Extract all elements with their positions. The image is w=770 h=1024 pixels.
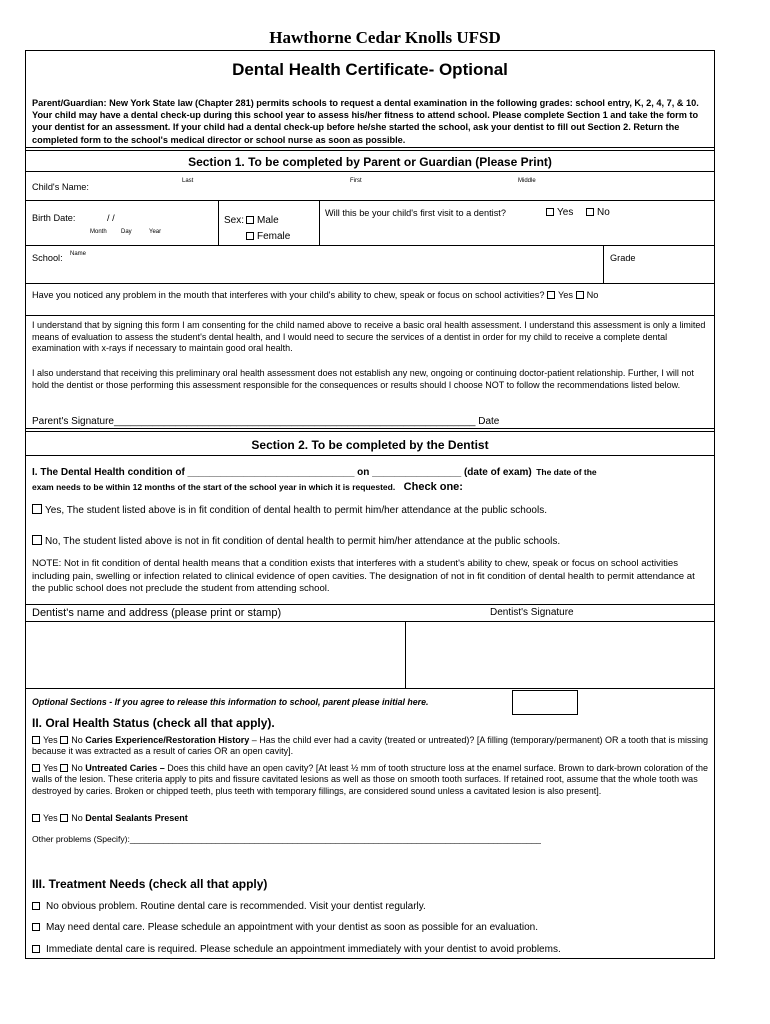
- sex-female-option[interactable]: [246, 231, 290, 242]
- form-title: Dental Health Certificate- Optional: [232, 60, 508, 79]
- section1-heading: Section 1. To be completed by Parent or Guardian (Please Print): [188, 155, 552, 169]
- sealants-yes[interactable]: [32, 813, 58, 823]
- untreated-no[interactable]: [60, 763, 83, 773]
- checkbox-icon: [547, 291, 555, 299]
- sex-male-label: Male: [257, 215, 279, 226]
- dentist-name-address-field[interactable]: [27, 623, 403, 686]
- oral-health-heading: II. Oral Health Status (check all that apply).: [32, 716, 275, 730]
- checkbox-icon: [586, 208, 594, 216]
- child-name-label: Child's Name:: [32, 182, 89, 192]
- checkbox-icon: [60, 736, 68, 744]
- yes-label: Yes: [557, 207, 574, 218]
- treatment-option-may-need[interactable]: [32, 922, 538, 933]
- grade-label: Grade: [610, 253, 636, 263]
- other-problems-field[interactable]: Other problems (Specify):______________________________________________________________________________________: [32, 834, 541, 844]
- divider: [319, 200, 320, 245]
- divider: [405, 621, 406, 688]
- treatment-option-routine[interactable]: [32, 901, 426, 912]
- treatment-needs-heading: III. Treatment Needs (check all that apply): [32, 877, 268, 891]
- divider: [25, 147, 715, 148]
- name-middle-hint: Middle: [518, 178, 536, 184]
- birth-date-field[interactable]: [85, 205, 215, 241]
- checkbox-icon: [32, 923, 40, 931]
- divider: [25, 150, 715, 151]
- birth-day-hint: Day: [121, 229, 132, 235]
- divider: [218, 200, 219, 245]
- dental-condition-text: I. The Dental Health condition of ______________________________ on ________________ (date of exam): [32, 467, 532, 478]
- caries-description: – Has the child ever had a cavity (treated or untreated)? [A filling (temporary/permanent) OR a tooth that is missing because it was extracted as a result of caries OR an open cavity].: [32, 735, 709, 757]
- birth-date-label: Birth Date:: [32, 213, 76, 223]
- school-label: School:: [32, 253, 63, 263]
- yes-label: Yes: [43, 813, 58, 823]
- divider: [25, 688, 715, 689]
- yes-label: Yes: [558, 290, 573, 300]
- checkbox-icon: [32, 535, 42, 545]
- divider: [25, 455, 715, 456]
- child-name-field[interactable]: [100, 172, 710, 198]
- birth-date-slashes: / /: [107, 213, 115, 223]
- no-label: No: [597, 207, 610, 218]
- checkbox-icon: [246, 216, 254, 224]
- sex-female-label: Female: [257, 231, 291, 242]
- checkbox-icon: [246, 232, 254, 240]
- no-label: No: [586, 290, 599, 300]
- checkbox-icon: [32, 814, 40, 822]
- checkbox-icon: [32, 504, 42, 514]
- not-fit-condition-option[interactable]: [32, 535, 560, 547]
- caries-history-item: [32, 735, 710, 758]
- parent-initial-box[interactable]: [512, 690, 578, 715]
- checkbox-icon: [32, 945, 40, 953]
- sex-male-option[interactable]: [246, 215, 279, 226]
- treatment-routine-label: No obvious problem. Routine dental care is recommended. Visit your dentist regularly.: [46, 901, 426, 912]
- school-name-hint: Name: [70, 251, 87, 257]
- district-name: Hawthorne Cedar Knolls UFSD: [269, 28, 501, 47]
- parent-signature-line[interactable]: Parent's Signature_________________________________________________________________ Date: [32, 416, 500, 427]
- divider: [25, 200, 715, 201]
- first-visit-yes[interactable]: [546, 207, 573, 218]
- exam-window-line: [32, 477, 463, 495]
- check-one-label: Check one:: [403, 481, 463, 493]
- not-fit-condition-label: No, The student listed above is not in fit condition of dental health to permit him/her attendance at the public schools.: [45, 536, 561, 547]
- dentist-name-label: Dentist's name and address (please print or stamp): [32, 607, 282, 619]
- exam-window-text: exam needs to be within 12 months of the start of the school year in which it is requested.: [32, 482, 396, 492]
- divider: [25, 604, 715, 605]
- name-last-hint: Last: [182, 178, 194, 184]
- birth-month-hint: Month: [90, 229, 107, 235]
- sex-label: Sex:: [224, 215, 245, 226]
- yes-label: Yes: [43, 735, 58, 745]
- mouth-problem-yes[interactable]: [547, 290, 573, 300]
- birth-year-hint: Year: [149, 229, 162, 235]
- divider: [25, 315, 715, 316]
- mouth-problem-no[interactable]: [576, 290, 599, 300]
- divider: [25, 431, 715, 432]
- untreated-description: Does this child have an open cavity? [At least ½ mm of tooth structure loss at the enamel surface. Brown to dark-brown coloration of the walls of the lesion. These criteria apply to pits and fissure cavitated lesions as well as those on smooth tooth surfaces. If retained root, assume that the whole tooth was destroyed by caries. Broken or chipped teeth, plus teeth with temporary fillings, are considered sound unless a cavitated lesion is also present].: [32, 763, 709, 796]
- optional-release-text: Optional Sections - If you agree to release this information to school, parent please initial here.: [32, 697, 429, 707]
- dental-condition-note: The date of the: [536, 467, 597, 477]
- untreated-title: Untreated Caries –: [85, 763, 165, 773]
- grade-field[interactable]: [650, 247, 710, 281]
- divider: [25, 245, 715, 246]
- checkbox-icon: [576, 291, 584, 299]
- divider: [25, 621, 715, 622]
- divider: [25, 428, 715, 429]
- treatment-may-need-label: May need dental care. Please schedule an appointment with your dentist as soon as possible for an evaluation.: [46, 922, 538, 933]
- sealants-item: [32, 813, 710, 824]
- first-visit-question: Will this be your child's first visit to a dentist?: [325, 208, 506, 218]
- checkbox-icon: [32, 764, 40, 772]
- checkbox-icon: [60, 814, 68, 822]
- checkbox-icon: [32, 902, 40, 910]
- treatment-option-immediate[interactable]: [32, 944, 561, 955]
- consent-paragraph: I understand that by signing this form I am consenting for the child named above to receive a basic oral health assessment. I understand this assessment is only a limited means of evaluation to assess the student's dental health, and I would need to secure the services of a dentist in order for my child to receive a complete dental examination with x-rays if necessary to maintain good oral health.: [32, 320, 706, 354]
- dentist-signature-label: Dentist's Signature: [490, 607, 574, 618]
- intro-paragraph: Parent/Guardian: New York State law (Chapter 281) permits schools to request a dental examination in the following grades: school entry, K, 2, 4, 7, & 10. Your child may have a dental check-up during this school year to assess his/her fitness to attend school. Please complete Section 1 and take the form to your dentist for an assessment. If your child had a dental check-up before he/she started the school, ask your dentist to fill out Section 2. Return the completed form to the school's medical director or school nurse as soon as possible.: [32, 98, 699, 145]
- yes-label: Yes: [43, 763, 58, 773]
- checkbox-icon: [546, 208, 554, 216]
- treatment-immediate-label: Immediate dental care is required. Please schedule an appointment immediately with your dentist to avoid problems.: [46, 944, 561, 955]
- divider: [603, 245, 604, 283]
- dentist-signature-field[interactable]: [408, 623, 713, 686]
- caries-no[interactable]: [60, 735, 83, 745]
- caries-yes[interactable]: [32, 735, 58, 745]
- no-label: No: [71, 735, 83, 745]
- mouth-problem-question: Have you noticed any problem in the mouth that interferes with your child's ability to chew, speak or focus on school activities?: [32, 290, 545, 300]
- divider: [25, 283, 715, 284]
- fitness-note: NOTE: Not in fit condition of dental health means that a condition exists that interferes with a student's ability to chew, speak or focus on school activities including pain, swelling or infection related to clinical evidence of open cavities. The designation of not in fit condition of dental health to permit attendance at the public school does not preclude the student from attending school.: [32, 558, 695, 595]
- untreated-yes[interactable]: [32, 763, 58, 773]
- sealants-no[interactable]: [60, 813, 83, 823]
- section2-heading: Section 2. To be completed by the Dentist: [251, 438, 489, 452]
- no-label: No: [71, 813, 83, 823]
- consent-paragraph: I also understand that receiving this preliminary oral health assessment does not establish any new, ongoing or continuing doctor-patient relationship. Further, I will not hold the dentist or those performing this assessment responsible for the consequences or results should I choose NOT to follow the recommendations listed below.: [32, 368, 694, 390]
- name-first-hint: First: [350, 178, 362, 184]
- checkbox-icon: [60, 764, 68, 772]
- fit-condition-label: Yes, The student listed above is in fit condition of dental health to permit him/her attendance at the public schools.: [45, 505, 547, 516]
- checkbox-icon: [32, 736, 40, 744]
- caries-title: Caries Experience/Restoration History: [85, 735, 250, 745]
- untreated-caries-item: [32, 763, 710, 797]
- no-label: No: [71, 763, 83, 773]
- first-visit-no[interactable]: [586, 207, 610, 218]
- sealants-title: Dental Sealants Present: [85, 813, 188, 823]
- mouth-problem-row: [32, 290, 712, 300]
- fit-condition-option[interactable]: [32, 504, 547, 516]
- school-name-field[interactable]: [70, 247, 600, 281]
